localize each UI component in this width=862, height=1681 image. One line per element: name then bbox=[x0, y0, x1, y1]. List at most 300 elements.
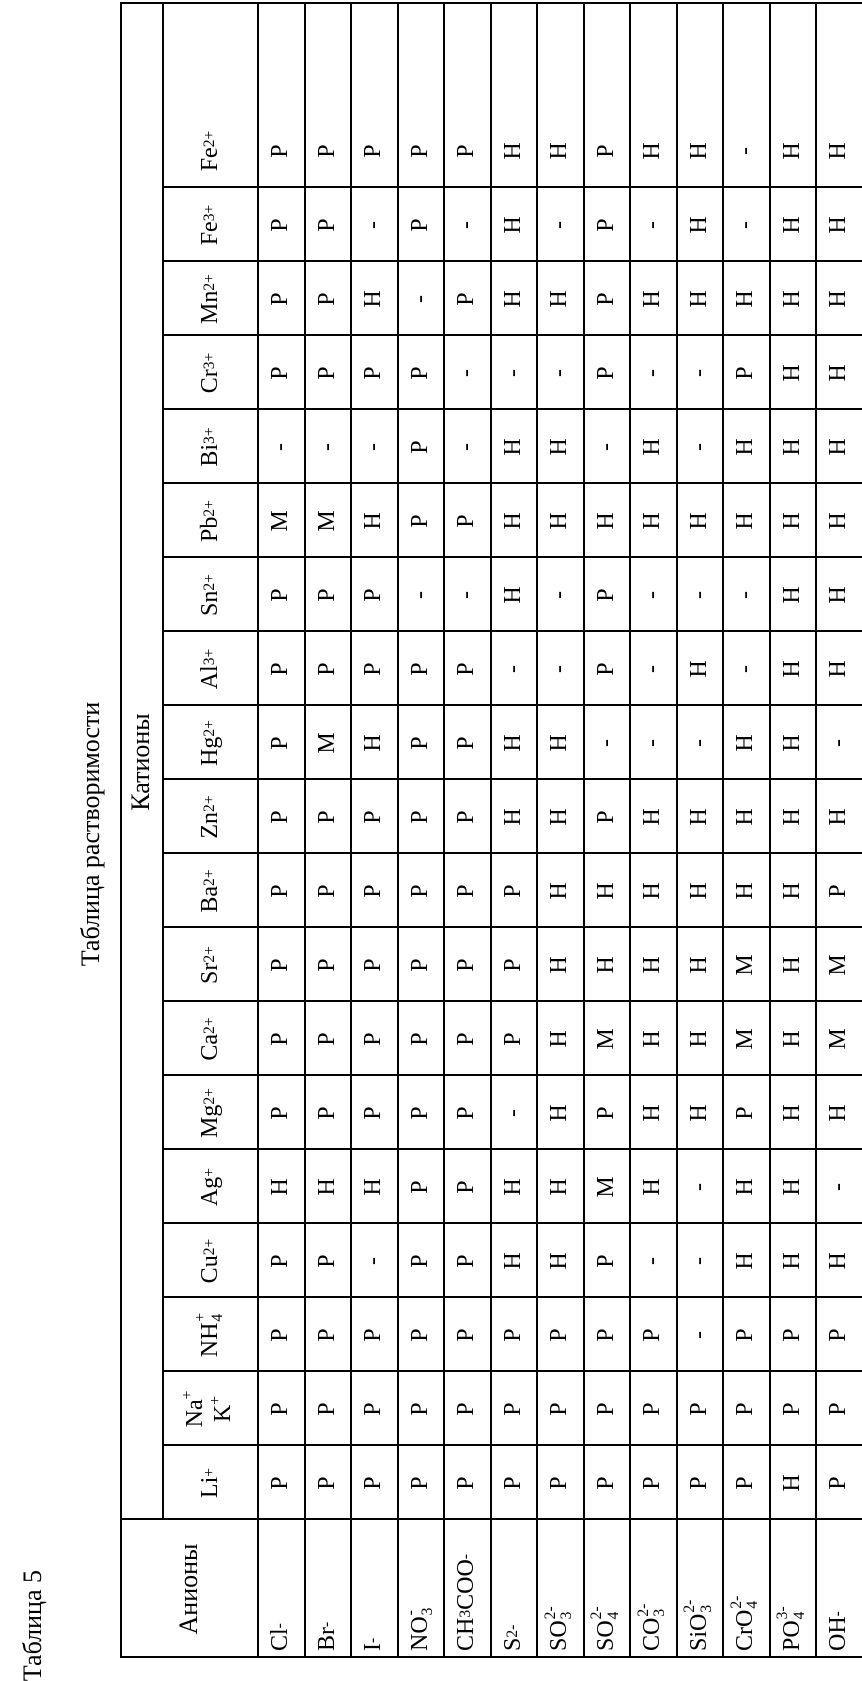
cell-so4-sn: Р bbox=[583, 558, 630, 632]
grid-line bbox=[120, 1518, 862, 1520]
cell-s-nh4: Р bbox=[490, 1298, 537, 1372]
cell-br-ca: Р bbox=[304, 1002, 351, 1076]
cell-br-fe3: Р bbox=[304, 188, 351, 262]
cell-s-nak: Р bbox=[490, 1372, 537, 1446]
cell-sio3-mn: Н bbox=[676, 262, 723, 336]
cell-i-ag: Н bbox=[350, 1150, 397, 1224]
cell-cl-nh4: Р bbox=[257, 1298, 304, 1372]
anion-label-cl: Cl - bbox=[257, 1520, 304, 1658]
cell-ac-mn: Р bbox=[443, 262, 490, 336]
cell-br-ag: Н bbox=[304, 1150, 351, 1224]
cell-so3-mg: Н bbox=[536, 1076, 583, 1150]
grid-line bbox=[162, 1370, 862, 1372]
cell-sio3-pb: Н bbox=[676, 484, 723, 558]
cation-header-hg: Hg 2+ bbox=[162, 706, 257, 780]
cell-oh-hg: - bbox=[815, 706, 862, 780]
cell-oh-nh4: Р bbox=[815, 1298, 862, 1372]
cell-ac-nak: Р bbox=[443, 1372, 490, 1446]
cell-so4-al: Р bbox=[583, 632, 630, 706]
cell-oh-mn: Н bbox=[815, 262, 862, 336]
cell-ac-cr: - bbox=[443, 336, 490, 410]
cell-ac-nh4: Р bbox=[443, 1298, 490, 1372]
cell-co3-nh4: Р bbox=[629, 1298, 676, 1372]
cell-i-fe2: Р bbox=[350, 114, 397, 188]
grid-line bbox=[162, 556, 862, 558]
cations-header: Катионы bbox=[120, 4, 162, 1520]
anion-label-so4: SO 2- 4 bbox=[583, 1520, 630, 1658]
cell-ac-cu: Р bbox=[443, 1224, 490, 1298]
cell-so3-pb: Н bbox=[536, 484, 583, 558]
anion-label-cro4: CrO 2- 4 bbox=[722, 1520, 769, 1658]
cell-co3-sn: - bbox=[629, 558, 676, 632]
cell-co3-nak: Р bbox=[629, 1372, 676, 1446]
cell-i-bi: - bbox=[350, 410, 397, 484]
cell-ac-fe3: - bbox=[443, 188, 490, 262]
cell-s-al: - bbox=[490, 632, 537, 706]
cell-i-ba: Р bbox=[350, 854, 397, 928]
cell-br-cu: Р bbox=[304, 1224, 351, 1298]
grid-line bbox=[443, 2, 445, 1658]
cell-ac-hg: Р bbox=[443, 706, 490, 780]
grid-line bbox=[536, 2, 538, 1658]
cell-sio3-fe2: Н bbox=[676, 114, 723, 188]
grid-line bbox=[583, 2, 585, 1658]
cell-cro4-zn: Н bbox=[722, 780, 769, 854]
cell-sio3-al: Н bbox=[676, 632, 723, 706]
cell-po4-fe3: Н bbox=[769, 188, 816, 262]
cell-sio3-li: Р bbox=[676, 1446, 723, 1520]
cell-no3-zn: Р bbox=[397, 780, 444, 854]
cell-so3-sr: Н bbox=[536, 928, 583, 1002]
cell-br-al: Р bbox=[304, 632, 351, 706]
cell-no3-ca: Р bbox=[397, 1002, 444, 1076]
cell-s-fe3: Н bbox=[490, 188, 537, 262]
cell-so4-hg: - bbox=[583, 706, 630, 780]
cell-co3-cr: - bbox=[629, 336, 676, 410]
cell-br-li: Р bbox=[304, 1446, 351, 1520]
cation-header-cu: Cu 2+ bbox=[162, 1224, 257, 1298]
cell-cl-cu: Р bbox=[257, 1224, 304, 1298]
cell-oh-fe2: Н bbox=[815, 114, 862, 188]
cell-cl-zn: Р bbox=[257, 780, 304, 854]
cell-sio3-sr: Н bbox=[676, 928, 723, 1002]
grid-line bbox=[162, 630, 862, 632]
cell-cl-mn: Р bbox=[257, 262, 304, 336]
anion-label-ac: CH 3 COO - bbox=[443, 1520, 490, 1658]
cell-no3-cr: Р bbox=[397, 336, 444, 410]
cell-cl-sr: Р bbox=[257, 928, 304, 1002]
cell-cro4-sr: М bbox=[722, 928, 769, 1002]
cell-so4-fe2: Р bbox=[583, 114, 630, 188]
cell-oh-zn: Н bbox=[815, 780, 862, 854]
cell-cro4-al: - bbox=[722, 632, 769, 706]
cell-cro4-pb: Н bbox=[722, 484, 769, 558]
cell-co3-sr: Н bbox=[629, 928, 676, 1002]
table-number: Таблица 5 bbox=[18, 1570, 48, 1681]
cell-co3-hg: - bbox=[629, 706, 676, 780]
cell-ac-ba: Р bbox=[443, 854, 490, 928]
cell-so3-ag: Н bbox=[536, 1150, 583, 1224]
grid-line bbox=[490, 2, 492, 1658]
grid-line bbox=[120, 1656, 862, 1658]
cell-br-mg: Р bbox=[304, 1076, 351, 1150]
cell-so4-nh4: Р bbox=[583, 1298, 630, 1372]
cell-oh-nak: Р bbox=[815, 1372, 862, 1446]
grid-line bbox=[397, 2, 399, 1658]
cell-oh-cr: Н bbox=[815, 336, 862, 410]
cell-oh-pb: Н bbox=[815, 484, 862, 558]
cell-oh-mg: Н bbox=[815, 1076, 862, 1150]
cell-cro4-ba: Н bbox=[722, 854, 769, 928]
cell-cro4-mn: Н bbox=[722, 262, 769, 336]
cell-po4-ag: Н bbox=[769, 1150, 816, 1224]
grid-line bbox=[722, 2, 724, 1658]
cell-sio3-hg: - bbox=[676, 706, 723, 780]
cell-i-nh4: Р bbox=[350, 1298, 397, 1372]
cell-so4-ca: М bbox=[583, 1002, 630, 1076]
cell-sio3-mg: Н bbox=[676, 1076, 723, 1150]
cell-so3-zn: Н bbox=[536, 780, 583, 854]
cell-i-cr: Р bbox=[350, 336, 397, 410]
cell-i-pb: Н bbox=[350, 484, 397, 558]
cell-so4-zn: Р bbox=[583, 780, 630, 854]
cell-so3-nak: Р bbox=[536, 1372, 583, 1446]
cell-sio3-fe3: Н bbox=[676, 188, 723, 262]
cell-so3-bi: Н bbox=[536, 410, 583, 484]
cell-cl-cr: Р bbox=[257, 336, 304, 410]
cell-so3-li: Р bbox=[536, 1446, 583, 1520]
cell-co3-ag: Н bbox=[629, 1150, 676, 1224]
cell-cl-fe3: Р bbox=[257, 188, 304, 262]
cell-sio3-sn: - bbox=[676, 558, 723, 632]
cell-so3-mn: Н bbox=[536, 262, 583, 336]
cell-po4-sr: Н bbox=[769, 928, 816, 1002]
cell-br-nh4: Р bbox=[304, 1298, 351, 1372]
cell-so4-mg: Р bbox=[583, 1076, 630, 1150]
cell-no3-nh4: Р bbox=[397, 1298, 444, 1372]
cation-header-ba: Ba 2+ bbox=[162, 854, 257, 928]
cell-ac-mg: Р bbox=[443, 1076, 490, 1150]
cation-header-al: Al 3+ bbox=[162, 632, 257, 706]
cell-cl-ag: Н bbox=[257, 1150, 304, 1224]
cell-so4-sr: Н bbox=[583, 928, 630, 1002]
grid-line bbox=[676, 2, 678, 1658]
anion-label-po4: PO 3- 4 bbox=[769, 1520, 816, 1658]
cell-cro4-sn: - bbox=[722, 558, 769, 632]
cell-so4-cr: Р bbox=[583, 336, 630, 410]
cation-header-bi: Bi 3+ bbox=[162, 410, 257, 484]
grid-line bbox=[162, 408, 862, 410]
cell-oh-ag: - bbox=[815, 1150, 862, 1224]
cell-so3-ca: Н bbox=[536, 1002, 583, 1076]
cell-cro4-ag: Н bbox=[722, 1150, 769, 1224]
cell-br-sn: Р bbox=[304, 558, 351, 632]
cation-header-fe3: Fe 3+ bbox=[162, 188, 257, 262]
cell-cl-mg: Р bbox=[257, 1076, 304, 1150]
cell-so3-fe3: - bbox=[536, 188, 583, 262]
cell-i-mg: Р bbox=[350, 1076, 397, 1150]
cell-co3-al: - bbox=[629, 632, 676, 706]
cell-sio3-ca: Н bbox=[676, 1002, 723, 1076]
anion-label-sio3: SiO 2- 3 bbox=[676, 1520, 723, 1658]
cell-s-fe2: Н bbox=[490, 114, 537, 188]
cell-i-hg: Н bbox=[350, 706, 397, 780]
cell-so4-bi: - bbox=[583, 410, 630, 484]
grid-line bbox=[162, 852, 862, 854]
cell-co3-zn: Н bbox=[629, 780, 676, 854]
cation-header-sr: Sr 2+ bbox=[162, 928, 257, 1002]
cell-i-cu: - bbox=[350, 1224, 397, 1298]
cell-co3-ca: Н bbox=[629, 1002, 676, 1076]
cell-cl-fe2: Р bbox=[257, 114, 304, 188]
grid-line bbox=[769, 2, 771, 1658]
cell-co3-ba: Н bbox=[629, 854, 676, 928]
cell-ac-al: Р bbox=[443, 632, 490, 706]
solubility-table bbox=[120, 4, 862, 1658]
cell-cro4-hg: Н bbox=[722, 706, 769, 780]
cell-so3-nh4: Р bbox=[536, 1298, 583, 1372]
cell-i-fe3: - bbox=[350, 188, 397, 262]
cell-so3-cr: - bbox=[536, 336, 583, 410]
grid-line bbox=[162, 704, 862, 706]
cell-br-nak: Р bbox=[304, 1372, 351, 1446]
cell-sio3-cr: - bbox=[676, 336, 723, 410]
cell-sio3-bi: - bbox=[676, 410, 723, 484]
cell-s-mg: - bbox=[490, 1076, 537, 1150]
cell-oh-bi: Н bbox=[815, 410, 862, 484]
cell-co3-cu: - bbox=[629, 1224, 676, 1298]
cell-so3-hg: Н bbox=[536, 706, 583, 780]
grid-line bbox=[162, 926, 862, 928]
grid-line bbox=[162, 1222, 862, 1224]
cell-po4-fe2: Н bbox=[769, 114, 816, 188]
grid-line bbox=[162, 1148, 862, 1150]
cation-header-ca: Ca 2+ bbox=[162, 1002, 257, 1076]
cell-s-zn: Н bbox=[490, 780, 537, 854]
cell-cro4-cu: Н bbox=[722, 1224, 769, 1298]
cell-co3-pb: Н bbox=[629, 484, 676, 558]
cell-so4-cu: Р bbox=[583, 1224, 630, 1298]
cation-header-li: Li + bbox=[162, 1446, 257, 1520]
cell-no3-nak: Р bbox=[397, 1372, 444, 1446]
cell-ac-ca: Р bbox=[443, 1002, 490, 1076]
cell-co3-fe2: Н bbox=[629, 114, 676, 188]
cell-cl-ca: Р bbox=[257, 1002, 304, 1076]
cell-po4-nh4: Р bbox=[769, 1298, 816, 1372]
cell-i-al: Р bbox=[350, 632, 397, 706]
cell-ac-zn: Р bbox=[443, 780, 490, 854]
cell-so3-cu: Н bbox=[536, 1224, 583, 1298]
cell-so4-mn: Р bbox=[583, 262, 630, 336]
cell-s-li: Р bbox=[490, 1446, 537, 1520]
cation-header-cr: Cr 3+ bbox=[162, 336, 257, 410]
cell-so4-fe3: Р bbox=[583, 188, 630, 262]
cell-po4-al: Н bbox=[769, 632, 816, 706]
cell-oh-cu: Н bbox=[815, 1224, 862, 1298]
cell-sio3-ag: - bbox=[676, 1150, 723, 1224]
cell-i-sr: Р bbox=[350, 928, 397, 1002]
cell-cl-nak: Р bbox=[257, 1372, 304, 1446]
cell-po4-li: Н bbox=[769, 1446, 816, 1520]
anion-label-s: S 2- bbox=[490, 1520, 537, 1658]
cell-ac-sr: Р bbox=[443, 928, 490, 1002]
cation-header-ag: Ag + bbox=[162, 1150, 257, 1224]
cell-so4-nak: Р bbox=[583, 1372, 630, 1446]
grid-line bbox=[162, 1000, 862, 1002]
cell-cro4-nh4: Р bbox=[722, 1298, 769, 1372]
cell-s-mn: Н bbox=[490, 262, 537, 336]
cell-cl-ba: Р bbox=[257, 854, 304, 928]
cation-header-sn: Sn 2+ bbox=[162, 558, 257, 632]
cell-so4-ba: Н bbox=[583, 854, 630, 928]
cell-br-hg: М bbox=[304, 706, 351, 780]
cell-oh-al: Н bbox=[815, 632, 862, 706]
cation-header-fe2: Fe 2+ bbox=[162, 114, 257, 188]
cation-header-mn: Mn 2+ bbox=[162, 262, 257, 336]
cell-ac-bi: - bbox=[443, 410, 490, 484]
cation-header-zn: Zn 2+ bbox=[162, 780, 257, 854]
cell-cro4-bi: Н bbox=[722, 410, 769, 484]
cell-po4-ba: Н bbox=[769, 854, 816, 928]
cell-cl-sn: Р bbox=[257, 558, 304, 632]
grid-line bbox=[162, 334, 862, 336]
cell-ac-li: Р bbox=[443, 1446, 490, 1520]
cell-po4-bi: Н bbox=[769, 410, 816, 484]
cell-co3-bi: Н bbox=[629, 410, 676, 484]
cell-cro4-fe2: - bbox=[722, 114, 769, 188]
cell-po4-cr: Н bbox=[769, 336, 816, 410]
cell-no3-fe3: Р bbox=[397, 188, 444, 262]
cell-br-mn: Р bbox=[304, 262, 351, 336]
cell-cl-hg: Р bbox=[257, 706, 304, 780]
cell-po4-ca: Н bbox=[769, 1002, 816, 1076]
cell-no3-sn: - bbox=[397, 558, 444, 632]
cell-no3-pb: Р bbox=[397, 484, 444, 558]
cell-po4-sn: Н bbox=[769, 558, 816, 632]
cell-ac-fe2: Р bbox=[443, 114, 490, 188]
cell-sio3-cu: - bbox=[676, 1224, 723, 1298]
cell-br-bi: - bbox=[304, 410, 351, 484]
cell-oh-ca: М bbox=[815, 1002, 862, 1076]
cell-so4-li: Р bbox=[583, 1446, 630, 1520]
cell-cro4-fe3: - bbox=[722, 188, 769, 262]
cell-no3-bi: Р bbox=[397, 410, 444, 484]
anions-header: Анионы bbox=[120, 1520, 257, 1658]
cell-no3-cu: Р bbox=[397, 1224, 444, 1298]
cell-s-sn: Н bbox=[490, 558, 537, 632]
cell-no3-mg: Р bbox=[397, 1076, 444, 1150]
cell-s-ba: Р bbox=[490, 854, 537, 928]
cell-so4-pb: Н bbox=[583, 484, 630, 558]
grid-line bbox=[162, 186, 862, 188]
cell-no3-al: Р bbox=[397, 632, 444, 706]
cell-cl-li: Р bbox=[257, 1446, 304, 1520]
cell-sio3-ba: Н bbox=[676, 854, 723, 928]
cell-s-cu: Н bbox=[490, 1224, 537, 1298]
grid-line bbox=[162, 2, 164, 1520]
cell-so3-sn: - bbox=[536, 558, 583, 632]
page-title: Таблица растворимости bbox=[76, 0, 106, 1668]
cation-header-pb: Pb 2+ bbox=[162, 484, 257, 558]
cell-co3-mg: Н bbox=[629, 1076, 676, 1150]
cell-i-mn: Н bbox=[350, 262, 397, 336]
cell-po4-hg: Н bbox=[769, 706, 816, 780]
cell-i-zn: Р bbox=[350, 780, 397, 854]
cell-sio3-nh4: - bbox=[676, 1298, 723, 1372]
grid-line bbox=[257, 2, 259, 1658]
cell-cro4-ca: М bbox=[722, 1002, 769, 1076]
anion-label-co3: CO 2- 3 bbox=[629, 1520, 676, 1658]
cell-sio3-nak: Р bbox=[676, 1372, 723, 1446]
cell-sio3-zn: Н bbox=[676, 780, 723, 854]
cation-header-nak: Na+ K+ bbox=[162, 1372, 257, 1446]
cation-header-mg: Mg 2+ bbox=[162, 1076, 257, 1150]
cell-cro4-li: Р bbox=[722, 1446, 769, 1520]
cell-cro4-cr: Р bbox=[722, 336, 769, 410]
cell-cl-pb: М bbox=[257, 484, 304, 558]
cell-i-li: Р bbox=[350, 1446, 397, 1520]
anion-label-oh: OH - bbox=[815, 1520, 862, 1658]
cell-no3-ba: Р bbox=[397, 854, 444, 928]
anion-label-no3: NO - 3 bbox=[397, 1520, 444, 1658]
cell-i-ca: Р bbox=[350, 1002, 397, 1076]
cation-header-nh4: NH + 4 bbox=[162, 1298, 257, 1372]
anion-label-so3: SO 2- 3 bbox=[536, 1520, 583, 1658]
grid-line bbox=[815, 2, 817, 1658]
cell-s-hg: Н bbox=[490, 706, 537, 780]
cell-so3-al: - bbox=[536, 632, 583, 706]
anion-label-i: I - bbox=[350, 1520, 397, 1658]
cell-po4-zn: Н bbox=[769, 780, 816, 854]
grid-line bbox=[350, 2, 352, 1658]
cell-s-bi: Н bbox=[490, 410, 537, 484]
cell-s-cr: - bbox=[490, 336, 537, 410]
cell-po4-pb: Н bbox=[769, 484, 816, 558]
anion-label-br: Br - bbox=[304, 1520, 351, 1658]
grid-line bbox=[162, 260, 862, 262]
cell-s-ca: Р bbox=[490, 1002, 537, 1076]
cell-so3-ba: Н bbox=[536, 854, 583, 928]
cell-so4-ag: М bbox=[583, 1150, 630, 1224]
cell-cro4-mg: Р bbox=[722, 1076, 769, 1150]
cell-oh-sr: М bbox=[815, 928, 862, 1002]
cell-ac-pb: Р bbox=[443, 484, 490, 558]
grid-line bbox=[629, 2, 631, 1658]
cell-cro4-nak: Р bbox=[722, 1372, 769, 1446]
cell-no3-ag: Р bbox=[397, 1150, 444, 1224]
cell-br-ba: Р bbox=[304, 854, 351, 928]
cell-co3-mn: Н bbox=[629, 262, 676, 336]
grid-line bbox=[162, 482, 862, 484]
cell-no3-li: Р bbox=[397, 1446, 444, 1520]
cell-po4-mn: Н bbox=[769, 262, 816, 336]
cell-br-sr: Р bbox=[304, 928, 351, 1002]
cell-po4-cu: Н bbox=[769, 1224, 816, 1298]
cell-no3-sr: Р bbox=[397, 928, 444, 1002]
cell-oh-sn: Н bbox=[815, 558, 862, 632]
cell-ac-ag: Р bbox=[443, 1150, 490, 1224]
cell-ac-sn: - bbox=[443, 558, 490, 632]
cell-br-pb: М bbox=[304, 484, 351, 558]
cell-br-cr: Р bbox=[304, 336, 351, 410]
cell-po4-mg: Н bbox=[769, 1076, 816, 1150]
cell-po4-nak: Р bbox=[769, 1372, 816, 1446]
cell-oh-li: Р bbox=[815, 1446, 862, 1520]
cell-i-sn: Р bbox=[350, 558, 397, 632]
cell-s-pb: Н bbox=[490, 484, 537, 558]
cell-br-zn: Р bbox=[304, 780, 351, 854]
grid-line bbox=[162, 778, 862, 780]
